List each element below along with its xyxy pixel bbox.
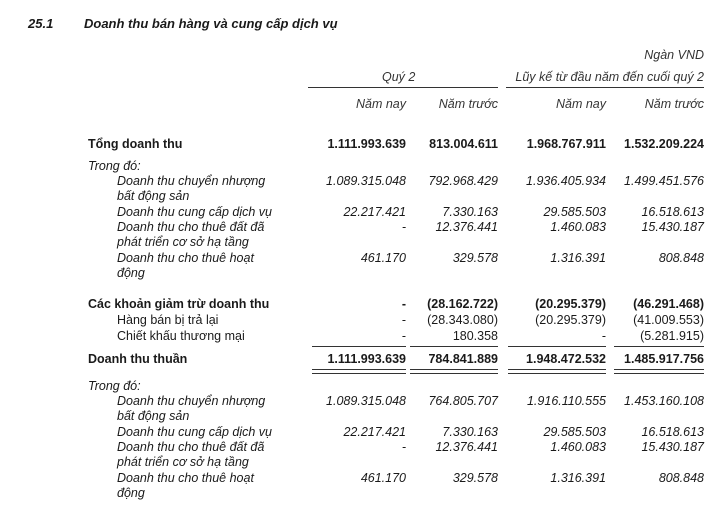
subtotal-rule	[508, 346, 606, 347]
net-revenue-value: 1.485.917.756	[624, 352, 704, 366]
net-revenue-value: 1.111.993.639	[327, 352, 406, 366]
detail-value: 15.430.187	[641, 440, 704, 454]
col-q-this-year: Năm nay	[355, 97, 406, 111]
detail-value: 1.089.315.048	[326, 394, 406, 408]
net-revenue-value: 784.841.889	[428, 352, 498, 366]
deduction-item-value: 180.358	[452, 329, 498, 343]
subtotal-rule	[410, 346, 498, 347]
detail-label: Doanh thu cho thuê đất đã	[117, 220, 265, 234]
ytd-header-rule	[506, 87, 704, 88]
col-q-last-year: Năm trước	[438, 97, 498, 111]
detail-value: 7.330.163	[442, 425, 498, 439]
detail-value: 1.916.110.555	[526, 394, 606, 408]
detail-label: phát triển cơ sở hạ tầng	[117, 455, 249, 469]
detail-value: 1.460.083	[550, 220, 606, 234]
in-which-label: Trong đó:	[88, 379, 141, 393]
detail-value: 1.460.083	[550, 440, 606, 454]
detail-value: -	[401, 440, 406, 454]
detail-label: bất động sản	[117, 189, 190, 203]
deductions-value: (46.291.468)	[633, 297, 704, 311]
detail-label: Doanh thu cung cấp dịch vụ	[117, 205, 272, 219]
detail-value: 29.585.503	[543, 425, 606, 439]
deductions-label: Các khoản giảm trừ doanh thu	[88, 297, 270, 311]
total-revenue-value: 1.532.209.224	[624, 137, 704, 151]
detail-value: 461.170	[360, 251, 406, 265]
detail-label: Doanh thu cho thuê đất đã	[117, 440, 265, 454]
total-revenue-label: Tổng doanh thu	[88, 137, 183, 151]
detail-value: 1.316.391	[550, 251, 606, 265]
in-which-label: Trong đó:	[88, 159, 141, 173]
detail-value: 1.499.451.576	[624, 174, 704, 188]
detail-value: 29.585.503	[543, 205, 606, 219]
quarter-header-rule	[308, 87, 498, 88]
total-revenue-value: 813.004.611	[429, 137, 498, 151]
detail-value: 808.848	[658, 251, 704, 265]
col-ytd-last-year: Năm trước	[644, 97, 704, 111]
total-double-rule	[410, 369, 498, 374]
ytd-group-header: Lũy kế từ đầu năm đến cuối quý 2	[515, 70, 704, 84]
deduction-item-value: (28.343.080)	[427, 313, 498, 327]
deductions-value: (20.295.379)	[535, 297, 606, 311]
detail-value: 22.217.421	[343, 205, 406, 219]
detail-label: động	[117, 486, 145, 500]
detail-value: 15.430.187	[641, 220, 704, 234]
deductions-value: (28.162.722)	[427, 297, 498, 311]
detail-value: 329.578	[452, 471, 498, 485]
deduction-item-value: (20.295.379)	[535, 313, 606, 327]
detail-label: Doanh thu chuyển nhượng	[117, 174, 266, 188]
detail-value: 764.805.707	[428, 394, 498, 408]
deduction-item-label: Chiết khấu thương mại	[117, 329, 245, 343]
detail-value: 12.376.441	[435, 220, 498, 234]
detail-value: 7.330.163	[442, 205, 498, 219]
unit-label: Ngàn VND	[644, 48, 704, 62]
deduction-item-value: -	[401, 313, 406, 327]
detail-value: 329.578	[452, 251, 498, 265]
detail-value: 1.453.160.108	[624, 394, 704, 408]
deduction-item-value: -	[601, 329, 606, 343]
detail-label: bất động sản	[117, 409, 190, 423]
total-revenue-value: 1.968.767.911	[526, 137, 606, 151]
detail-value: 12.376.441	[435, 440, 498, 454]
detail-label: Doanh thu cung cấp dịch vụ	[117, 425, 272, 439]
col-ytd-this-year: Năm nay	[555, 97, 606, 111]
detail-value: 461.170	[360, 471, 406, 485]
net-revenue-label: Doanh thu thuần	[88, 352, 188, 366]
detail-value: 808.848	[658, 471, 704, 485]
subtotal-rule	[614, 346, 704, 347]
section-title: Doanh thu bán hàng và cung cấp dịch vụ	[84, 16, 338, 31]
deduction-item-label: Hàng bán bị trả lại	[117, 313, 219, 327]
detail-value: -	[401, 220, 406, 234]
total-double-rule	[614, 369, 704, 374]
detail-label: Doanh thu chuyển nhượng	[117, 394, 266, 408]
deduction-item-value: -	[401, 329, 406, 343]
deduction-item-value: (5.281.915)	[640, 329, 704, 343]
deductions-value: -	[401, 297, 406, 311]
detail-value: 1.089.315.048	[326, 174, 406, 188]
section-number: 25.1	[28, 16, 54, 31]
total-double-rule	[508, 369, 606, 374]
detail-value: 1.316.391	[550, 471, 606, 485]
detail-value: 792.968.429	[428, 174, 498, 188]
total-revenue-value: 1.111.993.639	[327, 137, 406, 151]
detail-label: phát triển cơ sở hạ tầng	[117, 235, 249, 249]
detail-value: 16.518.613	[641, 425, 704, 439]
subtotal-rule	[312, 346, 406, 347]
quarter-group-header: Quý 2	[382, 70, 416, 84]
deduction-item-value: (41.009.553)	[633, 313, 704, 327]
detail-label: động	[117, 266, 145, 280]
detail-value: 22.217.421	[343, 425, 406, 439]
total-double-rule	[312, 369, 406, 374]
net-revenue-value: 1.948.472.532	[526, 352, 606, 366]
detail-value: 16.518.613	[641, 205, 704, 219]
detail-value: 1.936.405.934	[526, 174, 606, 188]
detail-label: Doanh thu cho thuê hoạt	[117, 251, 254, 265]
detail-label: Doanh thu cho thuê hoạt	[117, 471, 254, 485]
